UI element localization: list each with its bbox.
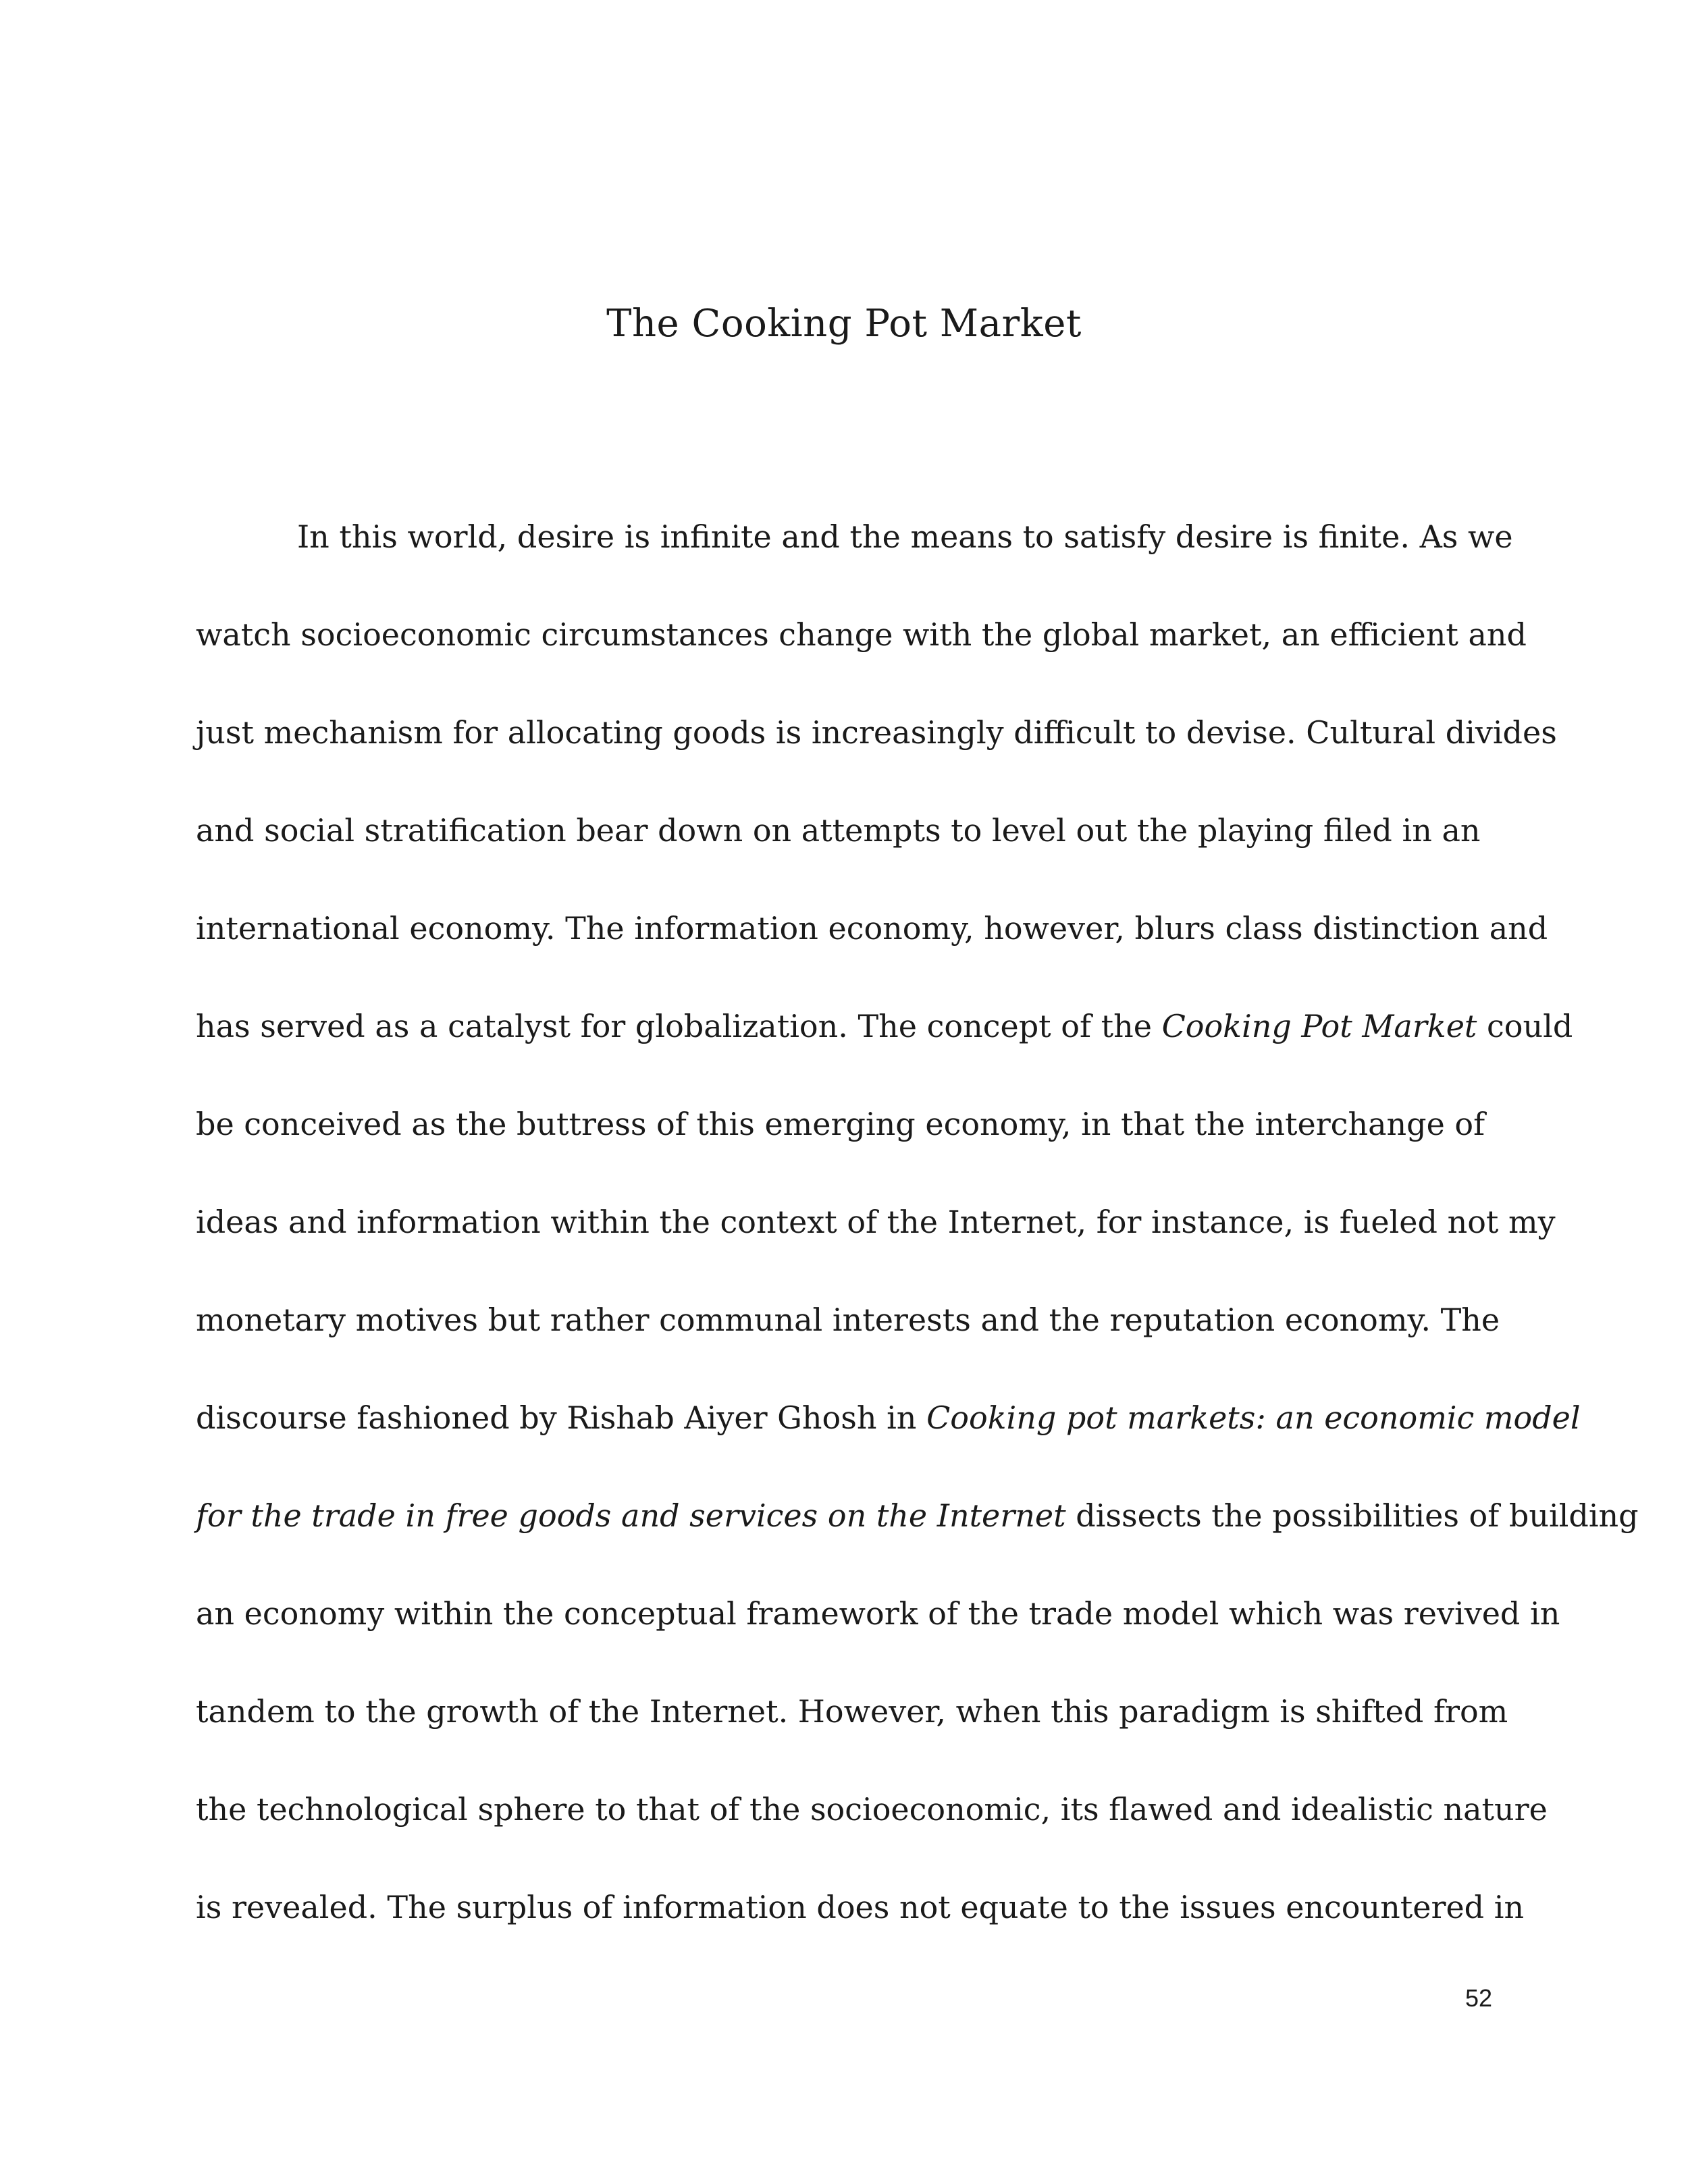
text-line: and social stratification bear down on attempts to level out the playing filed in an [196, 812, 1481, 849]
text-line: watch socioeconomic circumstances change with the global market, an efficient and [196, 616, 1527, 653]
page-number: 52 [1465, 1984, 1492, 2012]
italic-title: Cooking pot markets: an economic model [926, 1400, 1581, 1436]
italic-title: Cooking Pot Market [1161, 1008, 1477, 1044]
text-line: for the trade in free goods and services on the Internet dissects the possibilities of building [196, 1497, 1639, 1534]
text-line: be conceived as the buttress of this emerging economy, in that the interchange of [196, 1106, 1485, 1142]
text-line: ideas and information within the context of the Internet, for instance, is fueled not my [196, 1204, 1556, 1240]
text-line: monetary motives but rather communal interests and the reputation economy. The [196, 1302, 1500, 1338]
text-line: tandem to the growth of the Internet. However, when this paradigm is shifted from [196, 1693, 1508, 1730]
page-title: The Cooking Pot Market [606, 302, 1082, 346]
text-line: has served as a catalyst for globalization. The concept of the Cooking Pot Market could [196, 1008, 1573, 1044]
text-line: an economy within the conceptual framework of the trade model which was revived in [196, 1595, 1560, 1632]
text-line: discourse fashioned by Rishab Aiyer Ghosh in Cooking pot markets: an economic model [196, 1400, 1581, 1436]
italic-title: for the trade in free goods and services on the Internet [196, 1497, 1066, 1534]
text-line: just mechanism for allocating goods is increasingly difficult to devise. Cultural divides [196, 714, 1557, 751]
text-line: international economy. The information economy, however, blurs class distinction and [196, 910, 1548, 947]
text-line: In this world, desire is infinite and the means to satisfy desire is finite. As we [297, 518, 1513, 555]
text-line: the technological sphere to that of the socioeconomic, its flawed and idealistic nature [196, 1791, 1548, 1828]
text-line: is revealed. The surplus of information does not equate to the issues encountered in [196, 1889, 1525, 1925]
